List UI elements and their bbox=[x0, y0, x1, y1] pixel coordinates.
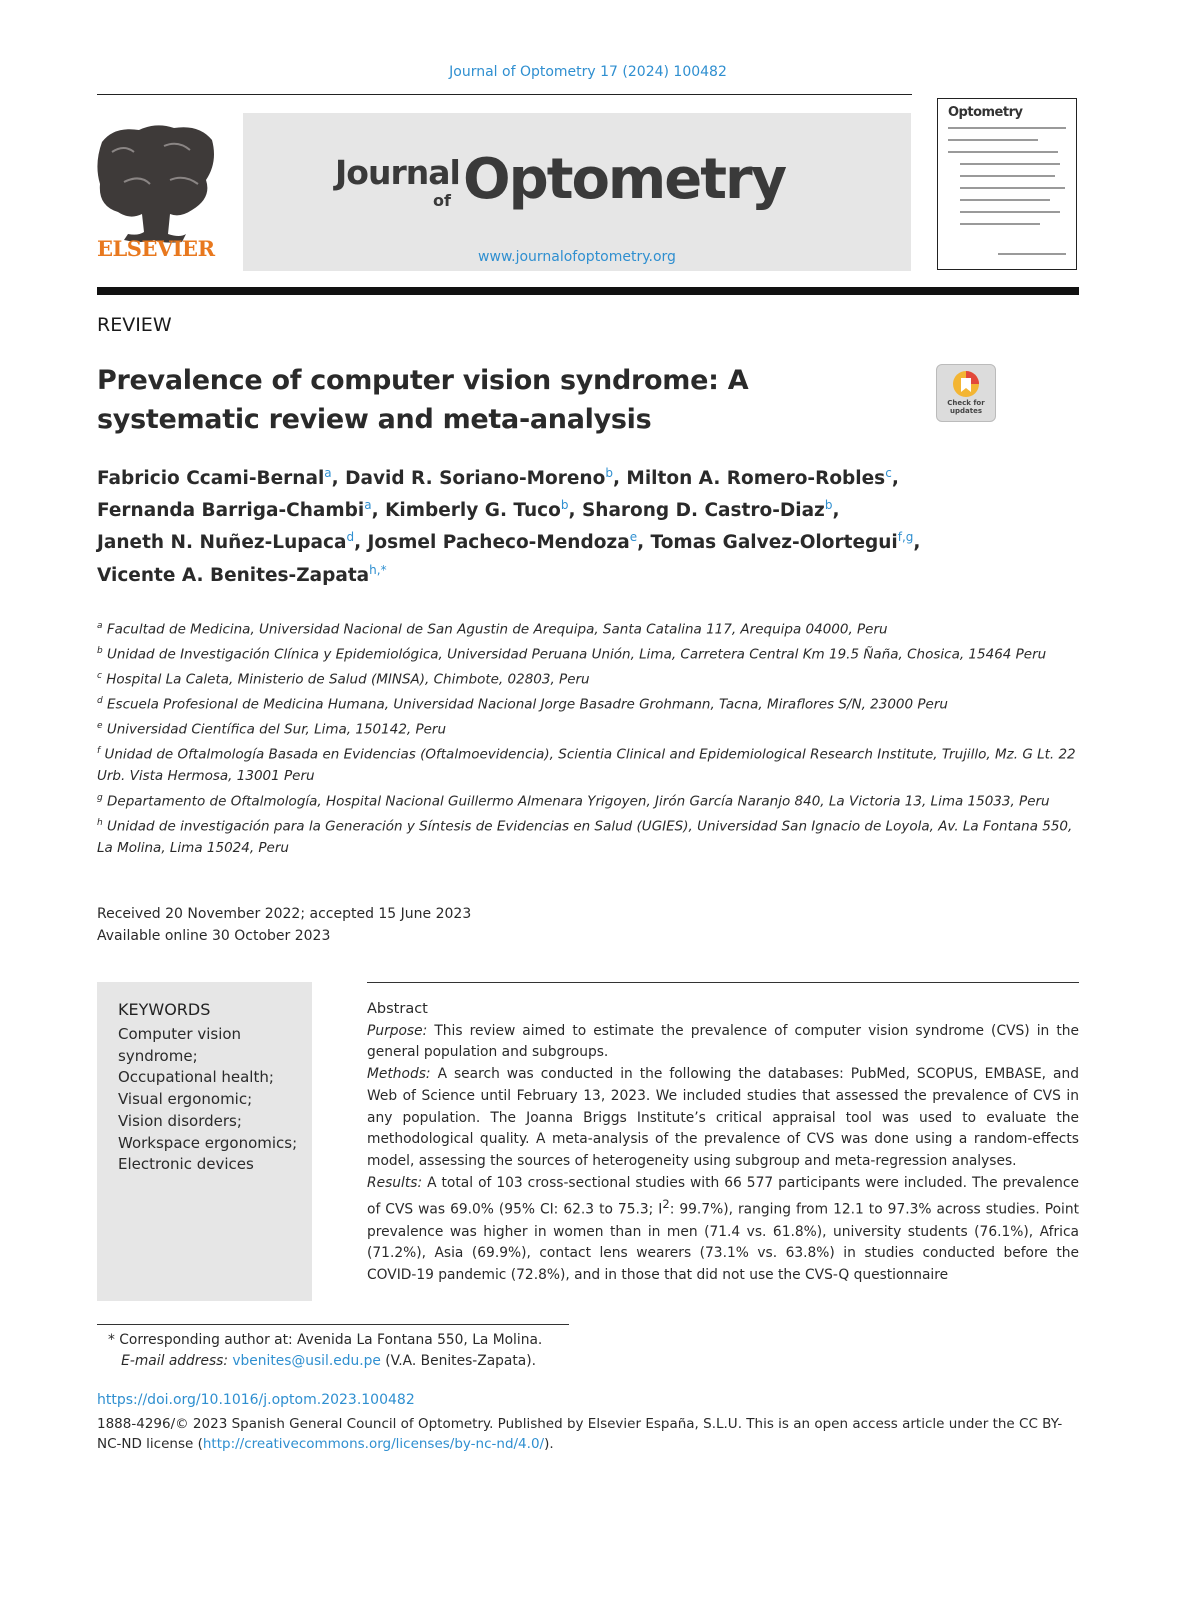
abstract-results: Results: A total of 103 cross-sectional studies with 66 577 participants were included. The prevalence of CVS was 69.0% (95% CI: 62.3 to 75.3; $I^2$: 99.7%), ranging from 12.1 to 97.3% across studies. Point prevalence was higher in women than in men (71.4 vs. 61.8%), university students (76.1%), Africa (71.2%), Asia (69.9%), contact lens wearers (73.1% vs. 63.8%) in studies conducted before the COVID-19 pandemic (72.8%), and in those that did not use the CVS-Q questionnaire bbox=[367, 1174, 1080, 1284]
license-link[interactable]: http://creativecommons.org/licenses/by-nc-nd/4.0/ bbox=[202, 1436, 545, 1452]
license-statement: 1888-4296/© 2023 Spanish General Council of Optometry. Published by Elsevier España, S.L.U. This is an open access article under the CC BY-NC-ND license (http://creativecommons.org/licenses/by-nc-nd/4.0/). bbox=[97, 1416, 1063, 1452]
keywords-title: KEYWORDS bbox=[118, 1000, 211, 1019]
cover-line bbox=[960, 175, 1055, 177]
article-dates bbox=[97, 903, 471, 947]
article-title: Prevalence of computer vision syndrome: A systematic review and meta-analysis bbox=[97, 365, 749, 435]
journal-banner bbox=[243, 113, 911, 271]
check-for-updates-badge[interactable] bbox=[936, 364, 996, 422]
bookmark-icon bbox=[951, 369, 981, 399]
journal-cover-thumbnail bbox=[937, 98, 1077, 270]
journal-title-word3: Optometry bbox=[463, 147, 786, 212]
affiliation: $^c$ Hospital La Caleta, Ministerio de Salud (MINSA), Chimbote, 02803, Peru bbox=[97, 671, 590, 688]
keywords-list bbox=[118, 1024, 308, 1176]
affiliation: $^e$ Universidad Científica del Sur, Lima, 150142, Peru bbox=[97, 721, 447, 738]
author[interactable]: Sharong D. Castro-Diaz$^b$ bbox=[581, 498, 833, 522]
abstract-methods: Methods: A search was conducted in the following the databases: PubMed, SCOPUS, EMBASE, and Web of Science until February 13, 2023. We included studies that assessed the prevalence of CVS in any population. The Joanna Briggs Institute’s critical appraisal tool was used to evaluate the methodological quality. A meta-analysis of the prevalence of CVS was done using a random-effects model, assessing the sources of heterogeneity using subgroup and meta-regression analyses. bbox=[367, 1066, 1079, 1169]
cover-line bbox=[960, 187, 1065, 189]
affiliation: $^d$ Escuela Profesional de Medicina Humana, Universidad Nacional Jorge Basadre Grohmann, Tacna, Miraflores S/N, 23000 Peru bbox=[97, 696, 948, 713]
author[interactable]: Fernanda Barriga-Chambi$^a$ bbox=[97, 498, 372, 522]
keyword: Vision disorders; bbox=[118, 1111, 242, 1130]
journal-title-word1: Journal bbox=[335, 153, 460, 192]
cover-line bbox=[960, 211, 1060, 213]
author[interactable]: Vicente A. Benites-Zapata$^{h,*}$ bbox=[97, 562, 387, 586]
cover-line bbox=[998, 253, 1066, 255]
abstract bbox=[367, 999, 1079, 1287]
header-rule bbox=[97, 94, 912, 95]
abstract-heading: Abstract bbox=[367, 1001, 428, 1017]
cover-line bbox=[960, 163, 1060, 165]
author-list: Fabricio Ccami-Bernal$^a$, David R. Soriano-Moreno$^b$, Milton A. Romero-Robles$^c$, Fernanda Barriga-Chambi$^a$, Kimberly G. Tuco$^b$, Sharong D. Castro-Diaz$^b$, Janeth N. Nuñez-Lupaca$^d$, Josmel Pacheco-Mendoza$^e$, Tomas Galvez-Olortegui$^{f,g}$, Vicente A. Benites-Zapata$^{h,*}$ bbox=[97, 466, 921, 586]
cover-line bbox=[960, 223, 1040, 225]
affiliation: $^f$ Unidad de Oftalmología Basada en Evidencias (Oftalmoevidencia), Scientia Clinical and Epidemiological Research Institute, Trujillo, Mz. G Lt. 22 Urb. Vista Hermosa, 13001 Peru bbox=[97, 746, 1076, 784]
keyword: Visual ergonomic; bbox=[118, 1090, 253, 1109]
author[interactable]: David R. Soriano-Moreno$^b$ bbox=[345, 466, 613, 490]
author[interactable]: Fabricio Ccami-Bernal$^a$ bbox=[97, 466, 332, 490]
cover-line bbox=[948, 127, 1066, 129]
header-thick-rule bbox=[97, 287, 1079, 295]
footnote-rule bbox=[97, 1324, 569, 1325]
cover-line bbox=[960, 199, 1050, 201]
received-date: Received 20 November 2022; accepted 15 June 2023 bbox=[97, 906, 472, 922]
author[interactable]: Tomas Galvez-Olortegui$^{f,g}$ bbox=[650, 530, 914, 554]
author[interactable]: Josmel Pacheco-Mendoza$^e$ bbox=[367, 530, 638, 554]
affiliation: $^g$ Departamento de Oftalmología, Hospital Nacional Guillermo Almenara Yrigoyen, Jirón García Naranjo 840, La Victoria 13, Lima 15033, Peru bbox=[97, 792, 1050, 809]
affiliations bbox=[97, 616, 1082, 859]
journal-url-link[interactable]: www.journalofoptometry.org bbox=[478, 249, 676, 265]
keyword: Computer vision syndrome; bbox=[118, 1025, 242, 1065]
author[interactable]: Milton A. Romero-Robles$^c$ bbox=[626, 466, 892, 490]
cover-title: Optometry bbox=[948, 105, 1023, 120]
doi-link[interactable]: https://doi.org/10.1016/j.optom.2023.100482 bbox=[97, 1392, 415, 1408]
online-date: Available online 30 October 2023 bbox=[97, 928, 331, 944]
keyword: Electronic devices bbox=[118, 1155, 254, 1174]
cover-line bbox=[948, 139, 1038, 141]
cover-line bbox=[948, 151, 1058, 153]
journal-title-word2: of bbox=[433, 191, 451, 210]
elsevier-wordmark: ELSEVIER bbox=[97, 236, 215, 261]
author[interactable]: Janeth N. Nuñez-Lupaca$^d$ bbox=[97, 530, 355, 554]
keyword: Occupational health; bbox=[118, 1068, 274, 1087]
corresponding-author-footnote: * Corresponding author at: Avenida La Fontana 550, La Molina. E-mail address: vbenites@usil.edu.pe (V.A. Benites-Zapata). bbox=[108, 1332, 543, 1369]
affiliation: $^h$ Unidad de investigación para la Generación y Síntesis de Evidencias en Salud (UGIES), Universidad San Ignacio de Loyola, Av. La Fontana 550, La Molina, Lima 15024, Peru bbox=[97, 817, 1073, 856]
badge-label: Check for updates bbox=[947, 399, 985, 415]
abstract-rule bbox=[367, 982, 1079, 983]
abstract-purpose: Purpose: This review aimed to estimate the prevalence of computer vision syndrome (CVS) in the general population and subgroups. bbox=[367, 1022, 1080, 1061]
keyword: Workspace ergonomics; bbox=[118, 1133, 298, 1152]
author[interactable]: Kimberly G. Tuco$^b$ bbox=[385, 498, 569, 522]
affiliation: $^b$ Unidad de Investigación Clínica y Epidemiológica, Universidad Peruana Unión, Lima, Carretera Central Km 19.5 Ñaña, Chosica, 15464 Peru bbox=[97, 646, 1047, 663]
article-type: REVIEW bbox=[97, 314, 172, 336]
email-link[interactable]: vbenites@usil.edu.pe bbox=[232, 1353, 381, 1369]
running-head: Journal of Optometry 17 (2024) 100482 bbox=[449, 64, 727, 80]
affiliation: $^a$ Facultad de Medicina, Universidad Nacional de San Agustin de Arequipa, Santa Catalina 117, Arequipa 04000, Peru bbox=[97, 621, 888, 638]
keywords-box bbox=[97, 982, 312, 1301]
